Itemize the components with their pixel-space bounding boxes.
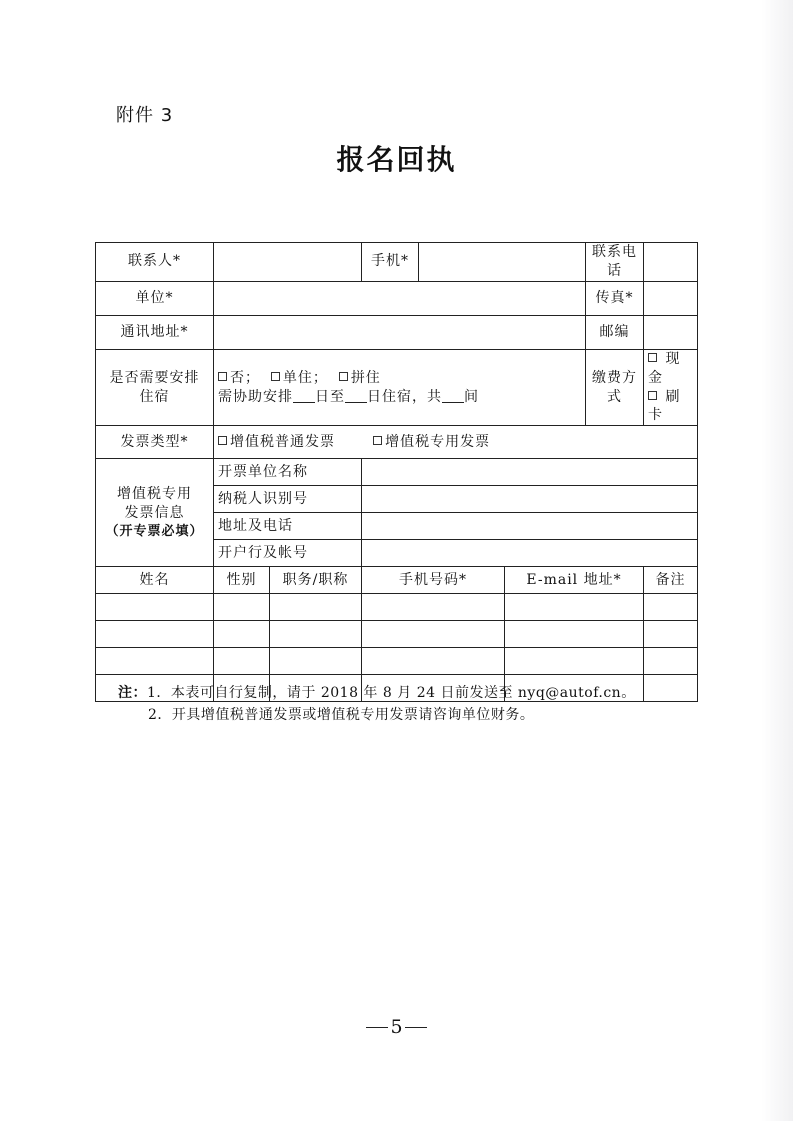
vat-bank-account-input[interactable] [362,540,698,567]
vat-taxpayer-id-input[interactable] [362,486,698,513]
lodging-label [96,349,214,426]
attendee-name-cell[interactable] [96,594,214,621]
address-label: 通讯地址* [96,315,214,349]
vat-info-label [96,459,214,567]
postcode-label: 邮编 [586,315,644,349]
attendee-gender-cell[interactable] [214,594,270,621]
vat-label-line1: 增值税专用 [117,486,192,503]
vat-label-line3: （开专票必填） [105,523,204,539]
attendee-mobile-cell[interactable] [362,648,505,675]
page-title: 报名回执 [336,143,457,176]
lodging-label-line1: 是否需要安排 [109,369,200,386]
lodging-label-line2: 住宿 [139,388,170,405]
vat-label-line2: 发票信息 [124,505,185,522]
attendee-title-cell[interactable] [270,594,362,621]
mobile-label: 手机* [362,243,419,282]
attendee-email-cell[interactable] [505,621,644,648]
lodging-single-label: 单住； [282,369,328,386]
lodging-arrange-text: 需协助安排 [218,388,293,405]
invoice-type-options [214,426,698,459]
lodging-rooms-blank[interactable] [442,390,464,403]
lodging-no-label: 否； [230,369,260,386]
vat-taxpayer-id-label: 纳税人识别号 [214,486,362,513]
postcode-input[interactable] [644,315,698,349]
lodging-row [96,349,698,426]
lodging-single-checkbox[interactable] [271,372,280,381]
payment-card-checkbox[interactable] [648,391,657,400]
address-row [96,315,698,349]
attendee-email-cell[interactable] [505,648,644,675]
contact-input[interactable] [214,243,362,282]
lodging-shared-checkbox[interactable] [339,372,348,381]
attendee-remarks-cell[interactable] [644,621,698,648]
mobile-input[interactable] [419,243,586,282]
page-number-dash-right [405,1027,427,1028]
contact-label: 联系人* [96,243,214,282]
attachment-label: 附件 3 [116,105,174,126]
lodging-from-text: 日至 [315,388,345,405]
attendee-remarks-cell[interactable] [644,648,698,675]
fax-input[interactable] [644,281,698,315]
attendee-header-row [96,567,698,594]
vat-address-phone-input[interactable] [362,513,698,540]
vat-bank-account-label: 开户行及帐号 [214,540,362,567]
attendee-email-cell[interactable] [505,594,644,621]
note-label: 注： [118,685,147,701]
payment-label: 缴费方式 [586,349,644,426]
vat-company-name-input[interactable] [362,459,698,486]
payment-options [644,349,698,426]
invoice-special-label: 增值税专用发票 [385,433,491,450]
notes [118,682,636,726]
attendee-row [96,621,698,648]
attendee-gender-header: 性别 [214,567,270,594]
attendee-mobile-cell[interactable] [362,621,505,648]
lodging-to-text: 日住宿，共 [367,388,442,405]
attendee-mobile-cell[interactable] [362,594,505,621]
page-number-value: 5 [390,1016,403,1038]
vat-row-1 [96,459,698,486]
attendee-title-cell[interactable] [270,648,362,675]
lodging-start-day-blank[interactable] [293,390,315,403]
attendee-name-header: 姓名 [96,567,214,594]
page-number [0,1016,793,1038]
lodging-end-day-blank[interactable] [345,390,367,403]
attendee-remarks-cell[interactable] [644,675,698,702]
note-line-1-text: 1．本表可自行复制，请于 2018 年 8 月 24 日前发送至 nyq@autof.cn。 [147,685,636,701]
fax-label: 传真* [586,281,644,315]
attendee-row [96,594,698,621]
payment-cash-label: 现金 [648,350,681,386]
registration-form-table [95,242,698,702]
attendee-gender-cell[interactable] [214,648,270,675]
attendee-mobile-header: 手机号码* [362,567,505,594]
company-label: 单位* [96,281,214,315]
lodging-rooms-text: 间 [464,388,479,405]
note-line-1 [118,682,636,704]
company-input[interactable] [214,281,586,315]
attendee-name-cell[interactable] [96,621,214,648]
attendee-row [96,648,698,675]
attendee-title-cell[interactable] [270,621,362,648]
invoice-special-checkbox[interactable] [373,436,382,445]
attendee-name-cell[interactable] [96,648,214,675]
note-line-2: 2．开具增值税普通发票或增值税专用发票请咨询单位财务。 [148,707,535,723]
attendee-email-header: E-mail 地址* [505,567,644,594]
attendee-remarks-cell[interactable] [644,594,698,621]
lodging-shared-label: 拼住 [350,369,381,386]
phone-input[interactable] [644,243,698,282]
attendee-title-header: 职务/职称 [270,567,362,594]
invoice-type-row [96,426,698,459]
company-row [96,281,698,315]
vat-company-name-label: 开票单位名称 [214,459,362,486]
vat-address-phone-label: 地址及电话 [214,513,362,540]
page-number-dash-left [366,1027,388,1028]
attendee-remarks-header: 备注 [644,567,698,594]
attendee-gender-cell[interactable] [214,621,270,648]
payment-cash-checkbox[interactable] [648,353,657,362]
lodging-no-checkbox[interactable] [218,372,227,381]
phone-label: 联系电话 [586,243,644,282]
invoice-type-label: 发票类型* [96,426,214,459]
invoice-normal-checkbox[interactable] [218,436,227,445]
address-input[interactable] [214,315,586,349]
payment-card-label: 刷卡 [648,388,681,424]
invoice-normal-label: 增值税普通发票 [230,433,335,450]
lodging-options [214,349,586,426]
contact-row [96,243,698,282]
